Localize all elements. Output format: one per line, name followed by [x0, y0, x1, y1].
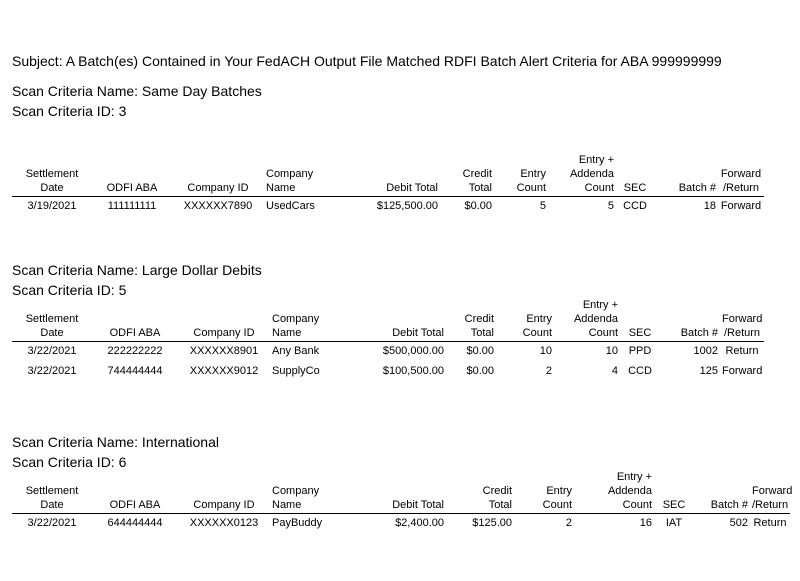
cell-sec: PPD — [628, 345, 652, 357]
col-settlement-date: Settlement Date — [12, 298, 92, 342]
col-settlement-date: Settlement Date — [12, 153, 92, 197]
table-row — [12, 342, 764, 359]
header-row — [12, 153, 764, 197]
section-3-criteria-id: Scan Criteria ID: 6 — [12, 454, 127, 470]
cell-sec: CCD — [623, 200, 647, 212]
cell-company-id: XXXXXX9012 — [189, 365, 259, 377]
col-credit-total: Credit Total — [446, 298, 496, 342]
col-entry-count: Entry Count — [514, 470, 574, 514]
section-1-criteria-name: Scan Criteria Name: Same Day Batches — [12, 83, 262, 99]
cell-entry-count: 2 — [565, 517, 572, 529]
cell-batch-number: 18 — [703, 200, 716, 212]
cell-sec: IAT — [665, 517, 683, 529]
section-2-criteria-name: Scan Criteria Name: Large Dollar Debits — [12, 262, 262, 278]
cell-company-id: XXXXXX8901 — [189, 345, 259, 357]
cell-settlement-date: 3/22/2021 — [27, 517, 77, 529]
col-entry-addenda-count: Entry + Addenda Count — [548, 153, 616, 197]
cell-credit-total: $0.00 — [466, 365, 494, 377]
cell-forward-return: Return — [725, 345, 759, 357]
cell-debit-total: $500,000.00 — [382, 345, 444, 357]
cell-company-name: PayBuddy — [272, 517, 323, 529]
cell-credit-total: $125.00 — [472, 517, 512, 529]
table-row — [12, 358, 764, 378]
cell-credit-total: $0.00 — [464, 200, 492, 212]
cell-entry-count: 10 — [539, 345, 552, 357]
section-2-criteria-id: Scan Criteria ID: 5 — [12, 282, 127, 298]
col-sec: SEC — [620, 298, 660, 342]
section-3-criteria-name: Scan Criteria Name: International — [12, 434, 219, 450]
header-row — [12, 298, 764, 342]
col-debit-total: Debit Total — [352, 298, 446, 342]
col-entry-count: Entry Count — [496, 298, 554, 342]
col-company-name: Company Name — [264, 153, 344, 197]
cell-entry-addenda-count: 16 — [639, 517, 652, 529]
col-company-name: Company Name — [270, 298, 352, 342]
cell-settlement-date: 3/19/2021 — [27, 200, 77, 212]
cell-odfi-aba: 744444444 — [107, 365, 163, 377]
cell-company-id: XXXXXX7890 — [183, 200, 253, 212]
cell-entry-addenda-count: 4 — [611, 365, 618, 377]
cell-odfi-aba: 644444444 — [107, 517, 163, 529]
col-entry-addenda-count: Entry + Addenda Count — [574, 470, 654, 514]
cell-entry-addenda-count: 10 — [605, 345, 618, 357]
cell-company-name: Any Bank — [272, 345, 320, 357]
col-credit-total: Credit Total — [440, 153, 494, 197]
col-odfi-aba: ODFI ABA — [92, 470, 178, 514]
cell-sec: CCD — [628, 365, 652, 377]
cell-debit-total: $125,500.00 — [376, 200, 438, 212]
cell-batch-number: 502 — [729, 517, 748, 529]
col-credit-total: Credit Total — [446, 470, 514, 514]
col-debit-total: Debit Total — [352, 470, 446, 514]
cell-settlement-date: 3/22/2021 — [27, 345, 77, 357]
cell-debit-total: $100,500.00 — [382, 365, 444, 377]
table-row — [12, 514, 790, 531]
col-sec: SEC — [654, 470, 694, 514]
col-debit-total: Debit Total — [344, 153, 440, 197]
cell-company-name: SupplyCo — [272, 365, 320, 377]
cell-entry-count: 2 — [545, 365, 552, 377]
cell-forward-return: Return — [753, 517, 787, 529]
col-odfi-aba: ODFI ABA — [92, 153, 172, 197]
cell-settlement-date: 3/22/2021 — [27, 365, 77, 377]
email-subject: Subject: A Batch(es) Contained in Your FedACH Output File Matched RDFI Batch Alert Criteria for ABA 999999999 — [12, 53, 722, 69]
cell-entry-count: 5 — [539, 200, 546, 212]
batch-table-3 — [12, 470, 793, 530]
col-odfi-aba: ODFI ABA — [92, 298, 178, 342]
cell-batch-number: 1002 — [693, 345, 718, 357]
cell-credit-total: $0.00 — [466, 345, 494, 357]
section-1-criteria-id: Scan Criteria ID: 3 — [12, 103, 127, 119]
col-company-id: Company ID — [172, 153, 264, 197]
cell-company-id: XXXXXX0123 — [189, 517, 259, 529]
cell-batch-number: 125 — [699, 365, 718, 377]
cell-entry-addenda-count: 5 — [607, 200, 614, 212]
batch-table-1 — [12, 153, 764, 213]
col-company-id: Company ID — [178, 470, 270, 514]
col-sec: SEC — [616, 153, 654, 197]
cell-odfi-aba: 111111111 — [107, 200, 157, 212]
col-forward-return: Forward /Return — [720, 298, 764, 342]
col-forward-return: Forward /Return — [750, 470, 790, 514]
table-row — [12, 197, 764, 214]
col-batch-number: Batch # — [694, 470, 750, 514]
col-forward-return: Forward /Return — [718, 153, 764, 197]
col-settlement-date: Settlement Date — [12, 470, 92, 514]
cell-forward-return: Forward — [720, 200, 762, 212]
col-company-name: Company Name — [270, 470, 352, 514]
cell-debit-total: $2,400.00 — [395, 517, 444, 529]
col-entry-addenda-count: Entry + Addenda Count — [554, 298, 620, 342]
cell-forward-return: Forward — [722, 365, 763, 377]
col-batch-number: Batch # — [660, 298, 720, 342]
col-company-id: Company ID — [178, 298, 270, 342]
cell-odfi-aba: 222222222 — [107, 345, 163, 357]
col-batch-number: Batch # — [654, 153, 718, 197]
cell-company-name: UsedCars — [266, 200, 315, 212]
header-row — [12, 470, 790, 514]
col-entry-count: Entry Count — [494, 153, 548, 197]
batch-table-2 — [12, 298, 764, 378]
